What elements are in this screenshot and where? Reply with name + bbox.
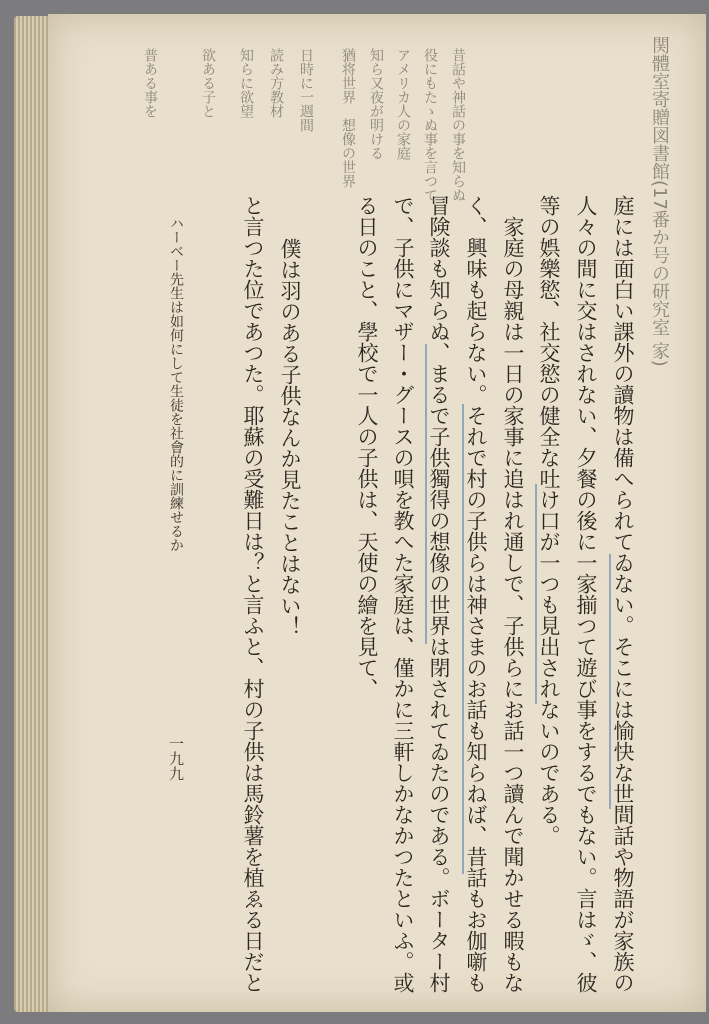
handwritten-note: 普ある事を [142, 48, 158, 118]
body-line-3: 等の娯樂慾、社交慾の健全な吐け口が一つも見出されないのである。 [537, 195, 561, 846]
body-line-1: 庭には面白い課外の讀物は備へられてゐない。そこには愉快な世間話や物語が家族の [611, 195, 635, 993]
handwritten-note: 欲ある子と [200, 48, 216, 118]
body-line-7: で、子供にマザー・グースの唄を教へた家庭は、僅かに三軒しかなかつたといふ。或 [391, 195, 415, 993]
running-header: ハーベー先生は如何にして生徒を社會的に訓練せるか [168, 216, 184, 552]
body-line-9: 僕は羽のある子供なんか見たことはない！ [278, 238, 302, 637]
pencil-underline [425, 344, 427, 644]
handwritten-note: 猶将世界 想像の世界 [340, 48, 356, 188]
handwritten-note: 昔話や神話の事を知らぬ [450, 48, 466, 202]
pencil-underline [609, 554, 611, 809]
book-page [48, 14, 706, 1012]
pencil-underline [462, 404, 464, 874]
body-line-6: 冒険談も知らぬ、まるで子供獨得の想像の世界は閉されてゐたのである。ボーター村 [427, 195, 451, 993]
pencil-underline [535, 484, 537, 704]
body-line-5: く、興味も起らない。それで村の子供らは神さまのお話も知らねば、昔話もお伽噺も [464, 195, 488, 993]
body-line-10: と言つた位であつた。耶蘇の受難日は？と言ふと、村の子供は馬鈴薯を植ゑる日だと [241, 195, 265, 993]
body-line-4: 家庭の母親は一日の家事に追はれ通しで、子供らにお話一つ讀んで聞かせる暇もな [501, 216, 525, 993]
body-line-2: 人々の間に交はされない、夕餐の後に一家揃つて遊び事をするでもない。言はゞ、彼 [574, 195, 598, 993]
page-number: 一九九 [167, 736, 185, 781]
body-line-8: る日のこと、學校で一人の子供は、天使の繪を見て、 [355, 195, 379, 699]
handwritten-note: 日時に一週間 [298, 48, 314, 132]
library-stamp: 関體室寄贈図書館(17番か号の研究室 家) [649, 36, 670, 367]
handwritten-note: アメリカ人の家庭 [395, 48, 411, 160]
handwritten-note: 役にもたゝぬ事を言つて [422, 48, 438, 202]
handwritten-note: 知ら又夜が明ける [368, 48, 384, 160]
handwritten-note: 知らに欲望 [238, 48, 254, 118]
handwritten-note: 読み方教材 [268, 48, 284, 118]
